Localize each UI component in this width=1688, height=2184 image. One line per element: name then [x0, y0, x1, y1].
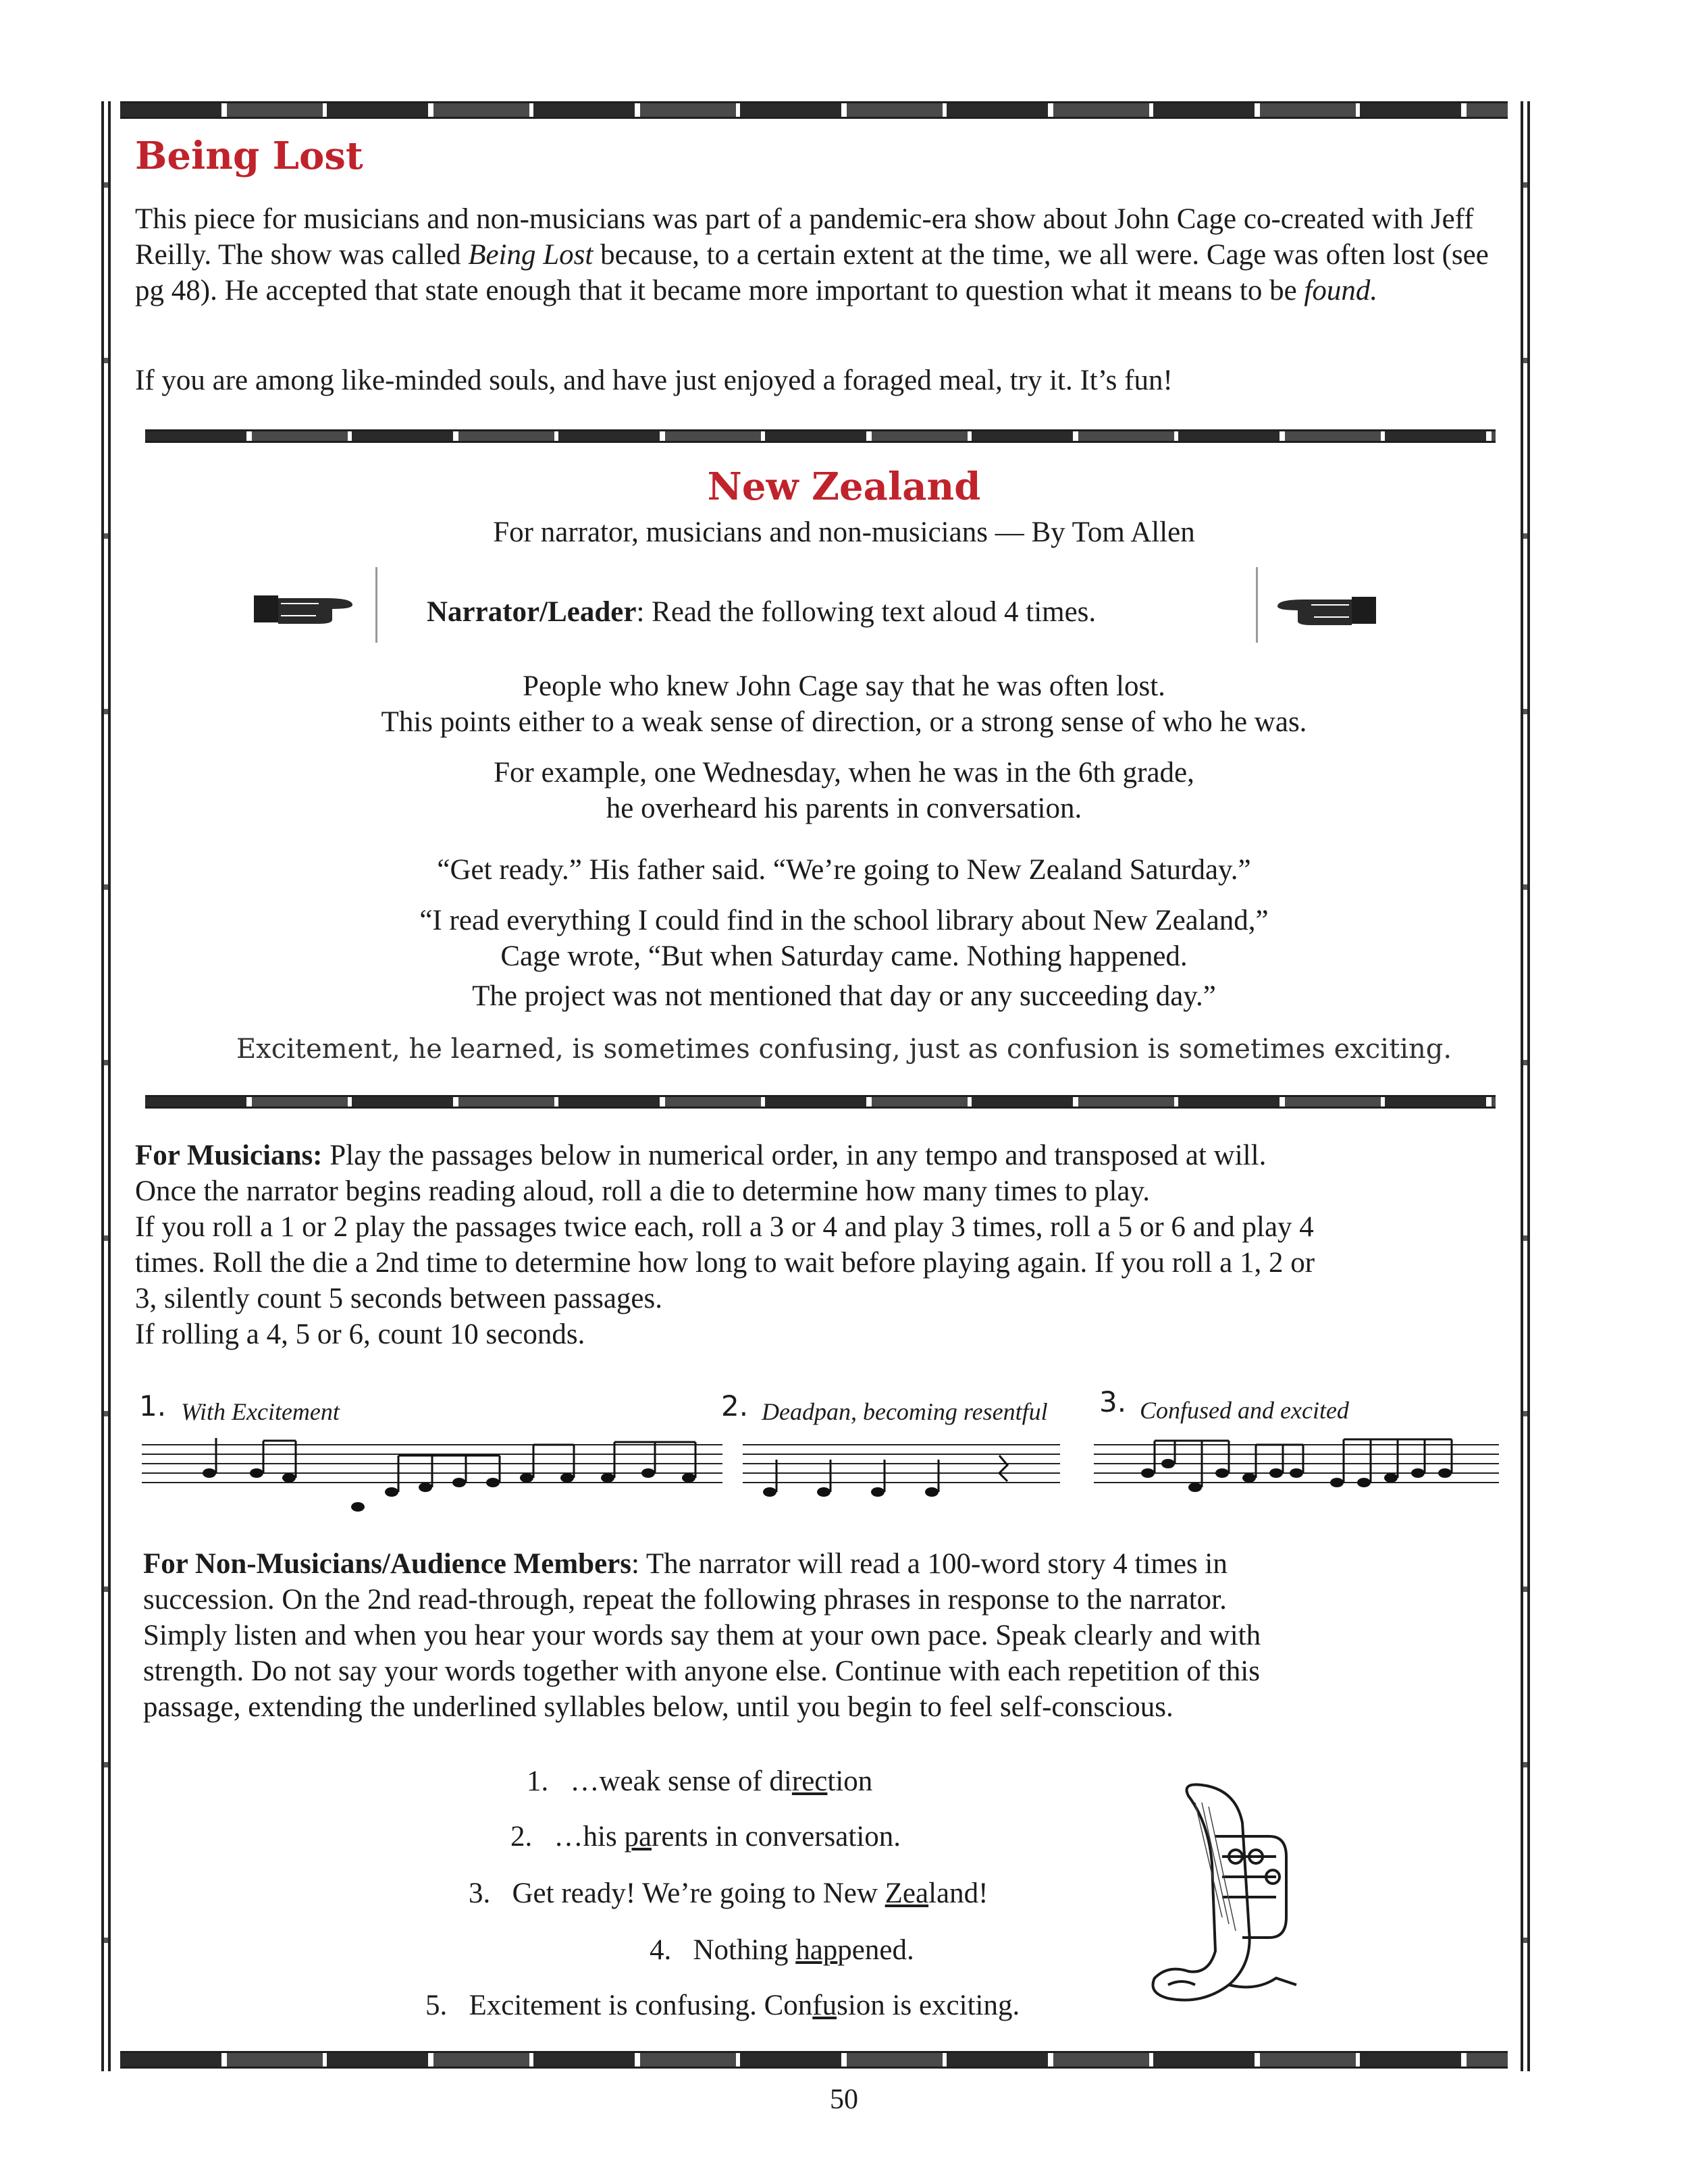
passage-3-number: 3.	[1099, 1385, 1127, 1418]
musicians-line-5: 3, silently count 5 seconds between passages.	[135, 1283, 662, 1314]
pointing-hand-right-icon	[251, 586, 359, 633]
phrase-2: 2. …his parents in conversation.	[510, 1821, 901, 1853]
being-lost-text-a: This piece for musicians and non-musicians was part of a pandemic-era show about John Cage co-created with Jeff Reilly. The show was called	[135, 203, 1474, 271]
phrase-5: 5. Excitement is confusing. Confusion is exciting.	[425, 1990, 1020, 2021]
being-lost-italic: Being Lost	[468, 239, 594, 271]
being-lost-paragraph-2: If you are among like-minded souls, and have just enjoyed a foraged meal, try it. It’s fun!	[135, 365, 1173, 396]
narrator-instruction	[427, 594, 1096, 630]
non-musicians-line-4: strength. Do not say your words together with anyone else. Continue with each repetition of this	[143, 1655, 1260, 1687]
bottom-border	[120, 2051, 1508, 2069]
narrator-divider-left	[375, 567, 377, 643]
musicians-line-1: For Musicians: Play the passages below in numerical order, in any tempo and transposed at will.	[135, 1140, 1267, 1171]
being-lost-text-b: because, to a certain extent at the time, we all were. Cage was often lost (see pg 48). He accepted that state enough that it became more important to question what it means to be	[135, 239, 1489, 307]
right-border	[1521, 101, 1530, 2071]
story-line-4: he overheard his parents in conversation.	[606, 793, 1082, 824]
non-musicians-line-5: passage, extending the underlined syllables below, until you begin to feel self-conscious.	[143, 1691, 1173, 1723]
left-border	[101, 101, 111, 2071]
music-staff-1	[142, 1431, 722, 1519]
passage-2-number: 2.	[721, 1389, 749, 1422]
passage-3-marking: Confused and excited	[1140, 1397, 1349, 1424]
narrator-text: : Read the following text aloud 4 times.	[636, 596, 1097, 628]
story-line-5: “Get ready.” His father said. “We’re going to New Zealand Saturday.”	[437, 854, 1251, 886]
phrase-4: 4. Nothing happened.	[650, 1934, 914, 1966]
musicians-line-4: times. Roll the die a 2nd time to determine how long to wait before playing again. If you roll a 1, 2 or	[135, 1247, 1315, 1279]
page-number: 50	[830, 2084, 858, 2115]
being-lost-paragraph	[135, 201, 1512, 309]
new-zealand-title: New Zealand	[707, 464, 981, 509]
non-musicians-label: For Non-Musicians/Audience Members	[143, 1548, 631, 1580]
story-line-1: People who knew John Cage say that he was often lost.	[523, 670, 1165, 702]
new-zealand-subtitle: For narrator, musicians and non-musicians — By Tom Allen	[493, 516, 1195, 548]
top-border	[120, 101, 1508, 119]
being-lost-title: Being Lost	[135, 134, 363, 178]
story-line-8: The project was not mentioned that day or any succeeding day.”	[472, 980, 1216, 1012]
musicians-line-3: If you roll a 1 or 2 play the passages twice each, roll a 3 or 4 and play 3 times, roll a 5 or 6 and play 4	[135, 1211, 1314, 1243]
non-musicians-line-3: Simply listen and when you hear your words say them at your own pace. Speak clearly and with	[143, 1620, 1261, 1651]
passage-1-marking: With Excitement	[181, 1398, 340, 1425]
story-line-6: “I read everything I could find in the school library about New Zealand,”	[419, 905, 1269, 936]
passage-2-marking: Deadpan, becoming resentful	[762, 1398, 1048, 1425]
found-italic: found.	[1304, 275, 1378, 307]
non-musicians-instructions	[143, 1546, 1507, 1725]
pointing-hand-left-icon	[1271, 587, 1379, 635]
narrator-divider-right	[1256, 567, 1258, 643]
story-line-2: This points either to a weak sense of direction, or a strong sense of who he was.	[381, 706, 1307, 738]
divider-2	[145, 1095, 1496, 1109]
phrase-3: 3. Get ready! We’re going to New Zealand!	[469, 1877, 988, 1909]
euphonium-illustration	[1141, 1782, 1303, 2019]
non-musicians-line-1: For Non-Musicians/Audience Members: The narrator will read a 100-word story 4 times in	[143, 1548, 1228, 1580]
story-line-7: Cage wrote, “But when Saturday came. Nothing happened.	[500, 940, 1188, 972]
music-staff-3	[1094, 1431, 1499, 1519]
phrase-1: 1. …weak sense of direction	[527, 1765, 873, 1797]
musicians-instructions	[135, 1138, 1512, 1352]
narrator-label: Narrator/Leader	[427, 596, 637, 628]
music-staff-2	[743, 1431, 1060, 1519]
divider-1	[145, 429, 1496, 443]
story-line-9: Excitement, he learned, is sometimes confusing, just as confusion is sometimes exciting.	[236, 1034, 1452, 1065]
non-musicians-line-2: succession. On the 2nd read-through, repeat the following phrases in response to the narrator.	[143, 1584, 1227, 1616]
musicians-line-2: Once the narrator begins reading aloud, roll a die to determine how many times to play.	[135, 1175, 1150, 1207]
passage-1-number: 1.	[139, 1389, 167, 1422]
story-line-3: For example, one Wednesday, when he was in the 6th grade,	[494, 757, 1194, 789]
musicians-label: For Musicians:	[135, 1140, 323, 1171]
musicians-line-6: If rolling a 4, 5 or 6, count 10 seconds.	[135, 1319, 585, 1350]
